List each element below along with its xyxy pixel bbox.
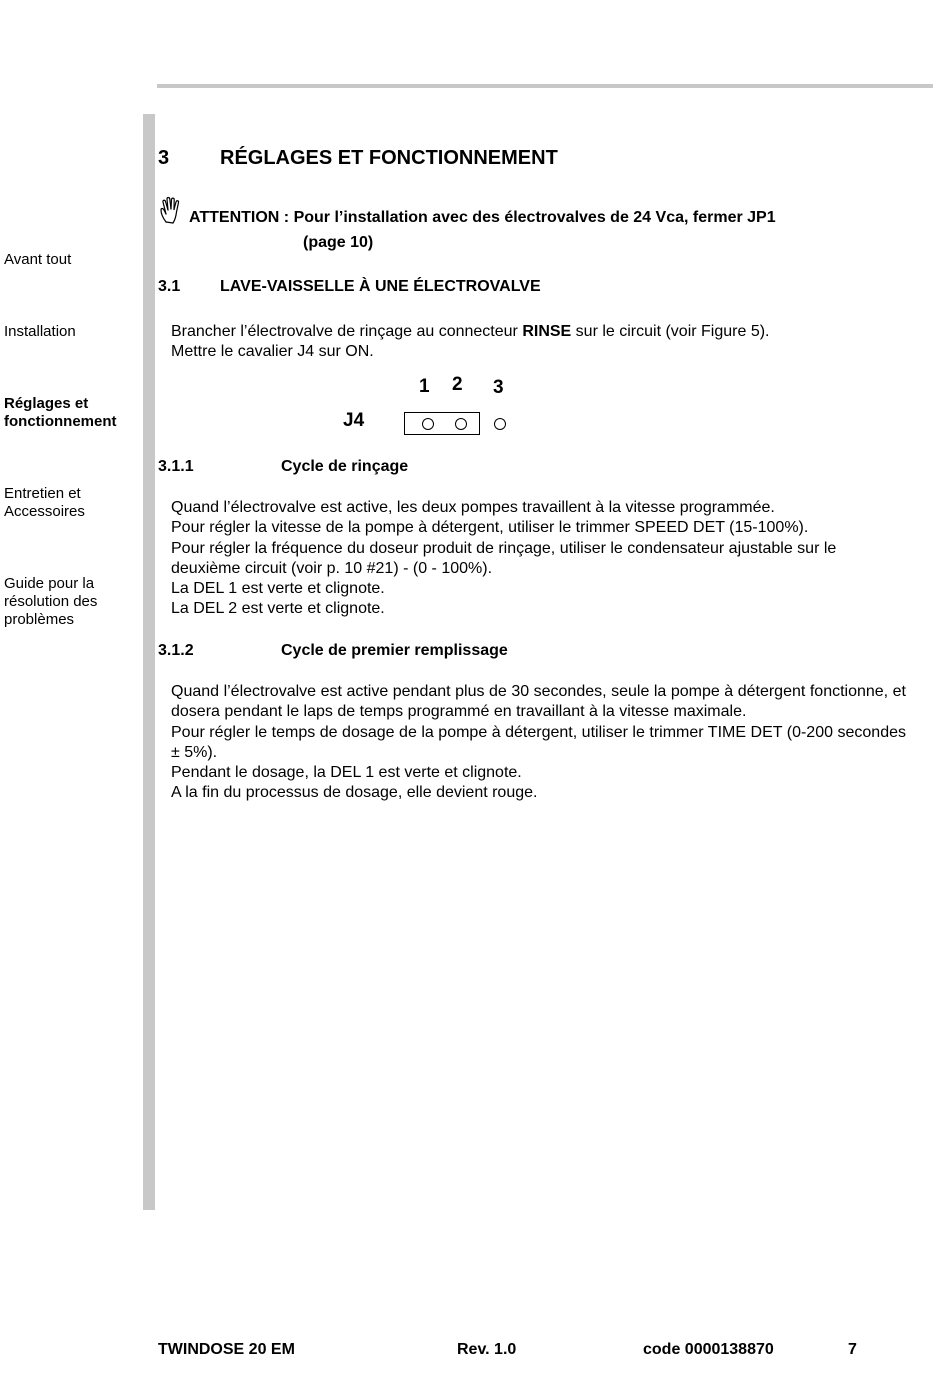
section-number: 3 [158,147,170,169]
header-rule [157,84,933,88]
attention-line-1: ATTENTION : Pour l’installation avec des électrovalves de 24 Vca, fermer JP1 [189,209,776,226]
sidebar-item-label: fonctionnement [4,413,117,430]
sidebar-item-label: Accessoires [4,503,85,520]
text-line: A la fin du processus de dosage, elle devient rouge. [171,784,538,802]
jumper-pin-2 [455,418,467,430]
text-line: Mettre le cavalier J4 sur ON. [171,343,374,361]
text-line: Pour régler le temps de dosage de la pompe à détergent, utiliser le trimmer TIME DET (0-200 secondes ± 5%). [171,723,906,761]
jumper-label: J4 [343,410,365,431]
subsubsection-title: Cycle de premier remplissage [281,642,508,659]
attention-line-2: (page 10) [303,234,374,251]
connector-name: RINSE [522,323,572,340]
sidebar-item-label: Installation [4,323,76,340]
sidebar-item-avant-tout[interactable] [4,251,134,269]
subsubsection-number: 3.1.2 [158,642,194,659]
sidebar-item-label: Entretien et [4,485,81,502]
pin-label-3: 3 [493,377,504,398]
section-sidebar-bar [143,114,155,1210]
section-title: RÉGLAGES ET FONCTIONNEMENT [220,147,558,169]
section-heading [158,147,558,170]
sidebar-item-entretien[interactable] [4,485,134,521]
sidebar-item-label: problèmes [4,611,75,628]
text-line: Pour régler la vitesse de la pompe à détergent, utiliser le trimmer SPEED DET (15-100%). [171,519,809,537]
subsubsection-heading [158,458,408,476]
pin-label-1: 1 [419,376,430,397]
sidebar-item-label: résolution des [4,593,98,610]
sidebar-item-guide[interactable] [4,575,134,629]
jumper-pin-1 [422,418,434,430]
subsection-title: LAVE-VAISSELLE À UNE ÉLECTROVALVE [220,278,541,295]
text-line: Quand l’électrovalve est active pendant plus de 30 secondes, seule la pompe à détergent fonctionne, et dosera pendant le laps de temps programmé en travaillant à la vitesse maximale. [171,683,906,721]
text-line: Brancher l’électrovalve de rinçage au connecteur RINSE sur le circuit (voir Figure 5). [171,323,770,340]
paragraph-first-fill-cycle [171,682,906,804]
subsubsection-title: Cycle de rinçage [281,458,409,475]
subsection-number: 3.1 [158,278,181,295]
footer-revision: Rev. 1.0 [457,1341,517,1358]
paragraph-rinse-cycle [171,498,906,620]
text-line: Quand l’électrovalve est active, les deux pompes travaillent à la vitesse programmée. [171,499,775,516]
pin-label-2: 2 [452,374,463,395]
subsubsection-heading [158,642,508,660]
text-line: Pour régler la fréquence du doseur produit de rinçage, utiliser le condensateur ajustable sur le deuxième circuit (voir p. 10 #21) - (0 - 100%). [171,539,837,577]
subsubsection-number: 3.1.1 [158,458,194,475]
text-line: Pendant le dosage, la DEL 1 est verte et clignote. [171,764,522,782]
text-line: La DEL 2 est verte et clignote. [171,600,385,618]
jumper-pin-3 [494,418,506,430]
footer-page-number: 7 [848,1341,857,1358]
sidebar-item-label: Avant tout [4,251,72,268]
sidebar-item-label: Guide pour la [4,575,95,592]
subsection-heading [158,278,541,296]
sidebar-item-installation[interactable] [4,323,134,341]
text-line: La DEL 1 est verte et clignote. [171,580,385,598]
paragraph-rinse [171,322,906,363]
sidebar-item-reglages[interactable] [4,395,134,431]
footer-code: code 0000138870 [643,1341,774,1358]
footer-product: TWINDOSE 20 EM [158,1341,295,1358]
jumper-cap [404,412,480,435]
sidebar-item-label: Réglages et [4,395,89,412]
hand-icon [158,196,188,226]
